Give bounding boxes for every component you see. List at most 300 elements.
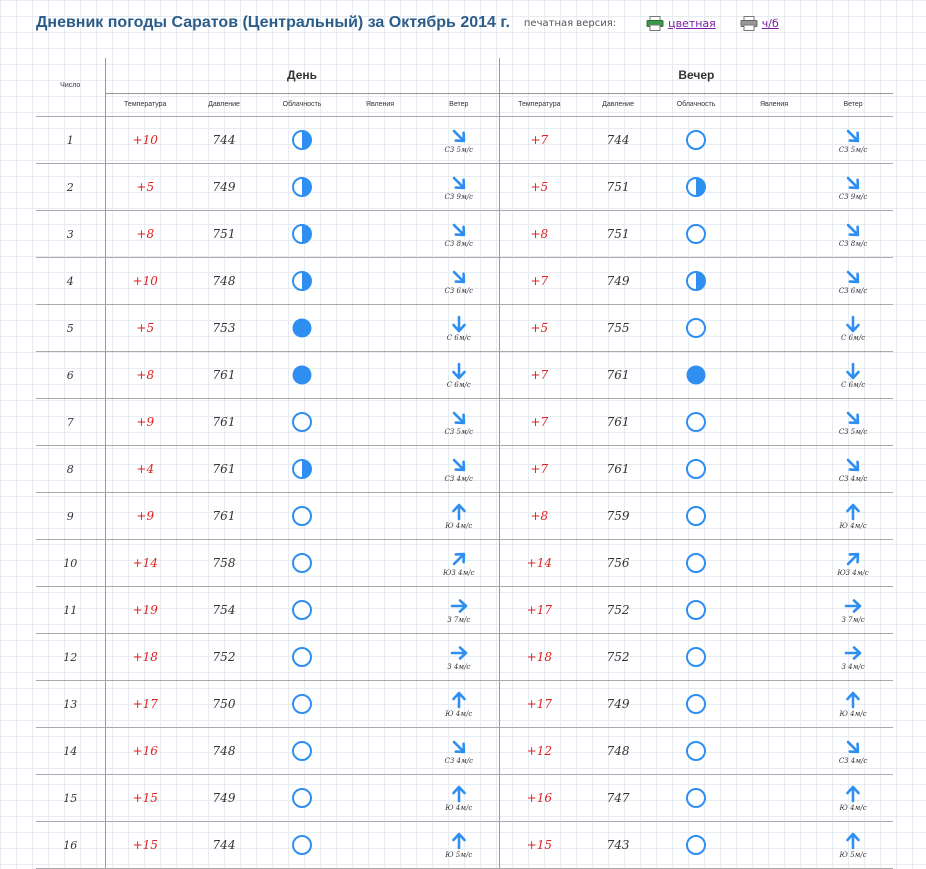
wind-direction: З [841, 615, 846, 624]
day-temperature: +16 [105, 728, 185, 775]
wind-speed: 4м/с [453, 662, 471, 671]
day-wind [419, 164, 499, 211]
day-pressure-header: Давление [185, 93, 263, 116]
day-cloudiness [263, 446, 341, 493]
wind-text [842, 663, 865, 671]
evening-phenomena [735, 587, 813, 634]
wind-text [839, 757, 868, 765]
evening-cloudiness [657, 540, 735, 587]
evening-pressure: 747 [579, 775, 657, 822]
evening-temperature: +15 [499, 822, 579, 869]
evening-phenomena [735, 399, 813, 446]
overcast-icon [685, 364, 707, 386]
evening-temperature: +7 [499, 258, 579, 305]
evening-group-header: Вечер [499, 58, 893, 93]
evening-wind [813, 587, 893, 634]
day-phenomena [341, 822, 419, 869]
evening-temperature: +7 [499, 117, 579, 164]
table-row [36, 540, 893, 587]
print-bw-link[interactable] [740, 16, 779, 31]
wind-direction: СЗ [444, 427, 455, 436]
wind-direction: Ю [839, 521, 848, 530]
wind-cell [419, 362, 499, 389]
day-temperature: +18 [105, 634, 185, 681]
day-wind [419, 399, 499, 446]
wind-direction: СЗ [838, 145, 849, 154]
weather-table [36, 58, 893, 869]
wind-speed: 4м/с [852, 568, 869, 577]
day-wind [419, 634, 499, 681]
wind-cell [813, 691, 893, 718]
table-row [36, 117, 893, 164]
wind-arrow-icon [844, 174, 862, 192]
evening-cloudiness [657, 164, 735, 211]
wind-arrow-icon [844, 597, 862, 615]
day-cloudiness [263, 493, 341, 540]
wind-direction: СЗ [444, 756, 455, 765]
wind-arrow-icon [450, 268, 468, 286]
wind-text [839, 240, 868, 248]
wind-text [445, 757, 474, 765]
day-temperature: +9 [105, 399, 185, 446]
day-phenomena [341, 540, 419, 587]
wind-cell [813, 174, 893, 201]
day-pressure: 753 [185, 305, 263, 352]
day-phenomena [341, 164, 419, 211]
day-cloudiness-header: Облачность [263, 93, 341, 116]
half-cloudy-icon [291, 129, 313, 151]
day-pressure: 744 [185, 117, 263, 164]
wind-arrow-icon [450, 691, 468, 709]
wind-speed: 4м/с [850, 521, 867, 530]
evening-phenomena [735, 211, 813, 258]
wind-text [447, 334, 471, 342]
wind-arrow-icon [450, 221, 468, 239]
wind-cell [419, 691, 499, 718]
wind-direction: Ю [445, 803, 454, 812]
clear-sky-icon [291, 834, 313, 856]
day-number: 13 [36, 681, 105, 728]
day-wind [419, 258, 499, 305]
evening-cloudiness [657, 211, 735, 258]
day-wind [419, 446, 499, 493]
evening-pressure: 752 [579, 634, 657, 681]
wind-direction: СЗ [444, 474, 455, 483]
wind-text [840, 851, 867, 859]
day-pressure: 761 [185, 399, 263, 446]
wind-speed: 4м/с [850, 803, 867, 812]
day-pressure: 752 [185, 634, 263, 681]
day-number: 12 [36, 634, 105, 681]
day-wind [419, 822, 499, 869]
evening-pressure: 751 [579, 211, 657, 258]
evening-pressure: 743 [579, 822, 657, 869]
evening-cloudiness [657, 117, 735, 164]
evening-phenomena [735, 305, 813, 352]
day-cloudiness [263, 540, 341, 587]
evening-wind-header: Ветер [813, 93, 893, 116]
wind-speed: 7м/с [848, 615, 865, 624]
evening-cloudiness [657, 399, 735, 446]
day-cloudiness [263, 352, 341, 399]
evening-temperature: +8 [499, 211, 579, 258]
wind-speed: 4м/с [457, 568, 475, 577]
day-wind [419, 211, 499, 258]
wind-arrow-icon [844, 832, 862, 850]
day-temperature: +17 [105, 681, 185, 728]
wind-speed: 6м/с [848, 333, 866, 342]
evening-pressure: 748 [579, 728, 657, 775]
evening-wind [813, 634, 893, 681]
wind-arrow-icon [450, 644, 468, 662]
wind-arrow-icon [450, 456, 468, 474]
table-row [36, 775, 893, 822]
wind-speed: 4м/с [455, 521, 473, 530]
day-temperature: +8 [105, 352, 185, 399]
wind-cell [813, 738, 893, 765]
wind-speed: 6м/с [454, 380, 471, 389]
day-cloudiness [263, 822, 341, 869]
wind-direction: СЗ [444, 192, 455, 201]
wind-cell [419, 550, 499, 577]
evening-cloudiness [657, 258, 735, 305]
wind-cell [419, 738, 499, 765]
wind-direction: СЗ [444, 145, 455, 154]
wind-speed: 4м/с [850, 474, 868, 483]
evening-phenomena [735, 117, 813, 164]
day-pressure: 761 [185, 493, 263, 540]
page-header [36, 8, 779, 38]
wind-speed: 6м/с [456, 286, 474, 295]
wind-arrow-icon [450, 409, 468, 427]
overcast-icon [291, 364, 313, 386]
evening-cloudiness [657, 728, 735, 775]
day-wind [419, 352, 499, 399]
day-wind [419, 728, 499, 775]
evening-temperature: +7 [499, 446, 579, 493]
day-pressure: 749 [185, 775, 263, 822]
day-phenomena [341, 399, 419, 446]
wind-arrow-icon [450, 174, 468, 192]
wind-cell [419, 503, 499, 530]
evening-wind [813, 258, 893, 305]
day-number: 6 [36, 352, 105, 399]
day-cloudiness [263, 775, 341, 822]
day-temperature: +19 [105, 587, 185, 634]
wind-direction: СЗ [838, 474, 849, 483]
wind-arrow-icon [450, 362, 468, 380]
table-row [36, 305, 893, 352]
wind-direction: СЗ [838, 239, 849, 248]
wind-cell [813, 315, 893, 342]
wind-cell [813, 550, 893, 577]
wind-arrow-icon [844, 362, 862, 380]
wind-text [839, 146, 868, 154]
day-temperature: +9 [105, 493, 185, 540]
day-pressure: 748 [185, 728, 263, 775]
table-row [36, 399, 893, 446]
evening-temperature: +18 [499, 634, 579, 681]
evening-wind [813, 822, 893, 869]
day-temperature: +14 [105, 540, 185, 587]
wind-text [842, 616, 865, 624]
evening-cloudiness [657, 493, 735, 540]
evening-temperature-header: Температура [499, 93, 579, 116]
wind-speed: 5м/с [850, 145, 868, 154]
evening-pressure: 744 [579, 117, 657, 164]
day-temperature: +15 [105, 775, 185, 822]
print-color-link[interactable] [646, 16, 716, 31]
wind-text [445, 522, 472, 530]
print-bw-label: ч/б [761, 16, 779, 30]
table-row [36, 164, 893, 211]
day-pressure: 748 [185, 258, 263, 305]
day-cloudiness [263, 399, 341, 446]
evening-phenomena [735, 164, 813, 211]
table-row [36, 634, 893, 681]
day-number: 16 [36, 822, 105, 869]
clear-sky-icon [291, 646, 313, 668]
day-cloudiness [263, 258, 341, 305]
wind-direction: С [446, 380, 453, 389]
weather-table-wrapper [36, 58, 893, 869]
evening-wind [813, 211, 893, 258]
day-phenomena-header: Явления [341, 93, 419, 116]
wind-speed: 5м/с [455, 850, 473, 859]
wind-direction: Ю [445, 850, 454, 859]
clear-sky-icon [291, 505, 313, 527]
wind-cell [419, 315, 499, 342]
day-phenomena [341, 352, 419, 399]
wind-text [445, 428, 474, 436]
day-phenomena [341, 681, 419, 728]
evening-phenomena-header: Явления [735, 93, 813, 116]
page-title: Дневник погоды Саратов (Центральный) за Октябрь 2014 г. [36, 14, 510, 31]
wind-text [445, 804, 472, 812]
evening-cloudiness [657, 446, 735, 493]
table-row [36, 446, 893, 493]
wind-text [445, 240, 474, 248]
wind-text [839, 287, 868, 295]
clear-sky-icon [291, 693, 313, 715]
wind-direction: СЗ [444, 239, 455, 248]
day-wind [419, 681, 499, 728]
table-row [36, 493, 893, 540]
wind-arrow-icon [450, 550, 468, 568]
day-phenomena [341, 446, 419, 493]
wind-speed: 8м/с [850, 239, 868, 248]
wind-arrow-icon [844, 409, 862, 427]
wind-text [839, 428, 868, 436]
day-wind [419, 540, 499, 587]
day-number: 2 [36, 164, 105, 211]
day-temperature: +4 [105, 446, 185, 493]
wind-cell [813, 127, 893, 154]
evening-wind [813, 540, 893, 587]
wind-cell [813, 597, 893, 624]
wind-speed: 4м/с [455, 709, 473, 718]
day-temperature-header: Температура [105, 93, 185, 116]
evening-phenomena [735, 822, 813, 869]
day-pressure: 750 [185, 681, 263, 728]
wind-direction: С [841, 333, 847, 342]
wind-cell [813, 644, 893, 671]
wind-cell [419, 597, 499, 624]
evening-phenomena [735, 493, 813, 540]
evening-pressure: 749 [579, 258, 657, 305]
wind-arrow-icon [844, 738, 862, 756]
evening-temperature: +17 [499, 681, 579, 728]
evening-cloudiness [657, 822, 735, 869]
evening-phenomena [735, 681, 813, 728]
wind-arrow-icon [450, 315, 468, 333]
evening-phenomena [735, 540, 813, 587]
day-phenomena [341, 258, 419, 305]
evening-phenomena [735, 634, 813, 681]
wind-arrow-icon [844, 691, 862, 709]
evening-wind [813, 399, 893, 446]
wind-text [445, 710, 472, 718]
wind-text [445, 146, 474, 154]
wind-arrow-icon [844, 268, 862, 286]
wind-text [447, 381, 471, 389]
day-wind [419, 587, 499, 634]
day-group-header: День [105, 58, 499, 93]
evening-wind [813, 117, 893, 164]
day-number: 9 [36, 493, 105, 540]
wind-speed: 5м/с [850, 850, 867, 859]
table-row [36, 822, 893, 869]
evening-wind [813, 728, 893, 775]
wind-speed: 5м/с [456, 145, 474, 154]
wind-speed: 4м/с [456, 756, 474, 765]
wind-direction: З [447, 615, 452, 624]
day-number: 10 [36, 540, 105, 587]
half-cloudy-icon [291, 458, 313, 480]
wind-text [839, 193, 868, 201]
day-number: 4 [36, 258, 105, 305]
table-row [36, 728, 893, 775]
clear-sky-icon [685, 411, 707, 433]
evening-pressure: 755 [579, 305, 657, 352]
day-pressure: 761 [185, 352, 263, 399]
half-cloudy-icon [291, 270, 313, 292]
wind-cell [813, 268, 893, 295]
evening-pressure: 761 [579, 352, 657, 399]
wind-direction: СЗ [838, 286, 849, 295]
wind-arrow-icon [844, 550, 862, 568]
wind-arrow-icon [844, 127, 862, 145]
wind-arrow-icon [844, 644, 862, 662]
wind-arrow-icon [450, 785, 468, 803]
evening-pressure: 761 [579, 446, 657, 493]
day-cloudiness [263, 117, 341, 164]
clear-sky-icon [685, 787, 707, 809]
evening-cloudiness [657, 681, 735, 728]
wind-arrow-icon [450, 503, 468, 521]
clear-sky-icon [685, 552, 707, 574]
wind-direction: Ю [839, 850, 848, 859]
half-cloudy-icon [291, 176, 313, 198]
table-row [36, 352, 893, 399]
wind-speed: 6м/с [848, 380, 866, 389]
day-cloudiness [263, 305, 341, 352]
wind-cell [419, 785, 499, 812]
wind-arrow-icon [450, 597, 468, 615]
clear-sky-icon [685, 317, 707, 339]
day-temperature: +5 [105, 164, 185, 211]
wind-cell [419, 456, 499, 483]
wind-direction: С [841, 380, 847, 389]
table-row [36, 587, 893, 634]
wind-direction: З [841, 662, 846, 671]
evening-phenomena [735, 775, 813, 822]
wind-arrow-icon [450, 738, 468, 756]
printer-icon [740, 16, 758, 31]
wind-text [841, 334, 865, 342]
wind-cell [419, 127, 499, 154]
clear-sky-icon [291, 599, 313, 621]
evening-phenomena [735, 446, 813, 493]
wind-speed: 4м/с [850, 709, 867, 718]
wind-cell [419, 221, 499, 248]
wind-cell [813, 503, 893, 530]
wind-text [443, 569, 475, 577]
wind-speed: 7м/с [453, 615, 471, 624]
evening-pressure: 756 [579, 540, 657, 587]
evening-temperature: +16 [499, 775, 579, 822]
day-temperature: +10 [105, 258, 185, 305]
wind-arrow-icon [844, 503, 862, 521]
evening-phenomena [735, 352, 813, 399]
wind-direction: СЗ [838, 192, 849, 201]
table-row [36, 258, 893, 305]
day-phenomena [341, 634, 419, 681]
wind-cell [419, 268, 499, 295]
wind-arrow-icon [844, 315, 862, 333]
wind-direction: СЗ [444, 286, 455, 295]
day-number: 5 [36, 305, 105, 352]
wind-direction: ЮЗ [443, 568, 456, 577]
wind-direction: Ю [445, 709, 454, 718]
day-wind [419, 117, 499, 164]
half-cloudy-icon [291, 223, 313, 245]
day-phenomena [341, 117, 419, 164]
evening-temperature: +7 [499, 399, 579, 446]
day-pressure: 754 [185, 587, 263, 634]
clear-sky-icon [685, 834, 707, 856]
wind-speed: 9м/с [850, 192, 868, 201]
wind-text [445, 287, 474, 295]
wind-arrow-icon [450, 832, 468, 850]
evening-temperature: +7 [499, 352, 579, 399]
evening-pressure: 759 [579, 493, 657, 540]
day-number: 7 [36, 399, 105, 446]
table-row [36, 211, 893, 258]
evening-pressure: 752 [579, 587, 657, 634]
day-wind-header: Ветер [419, 93, 499, 116]
day-phenomena [341, 211, 419, 258]
wind-speed: 4м/с [456, 474, 474, 483]
half-cloudy-icon [685, 176, 707, 198]
evening-temperature: +14 [499, 540, 579, 587]
wind-arrow-icon [450, 127, 468, 145]
wind-text [445, 851, 472, 859]
wind-text [445, 475, 474, 483]
clear-sky-icon [685, 458, 707, 480]
wind-speed: 9м/с [456, 192, 474, 201]
col-number-header: Число [36, 58, 105, 117]
